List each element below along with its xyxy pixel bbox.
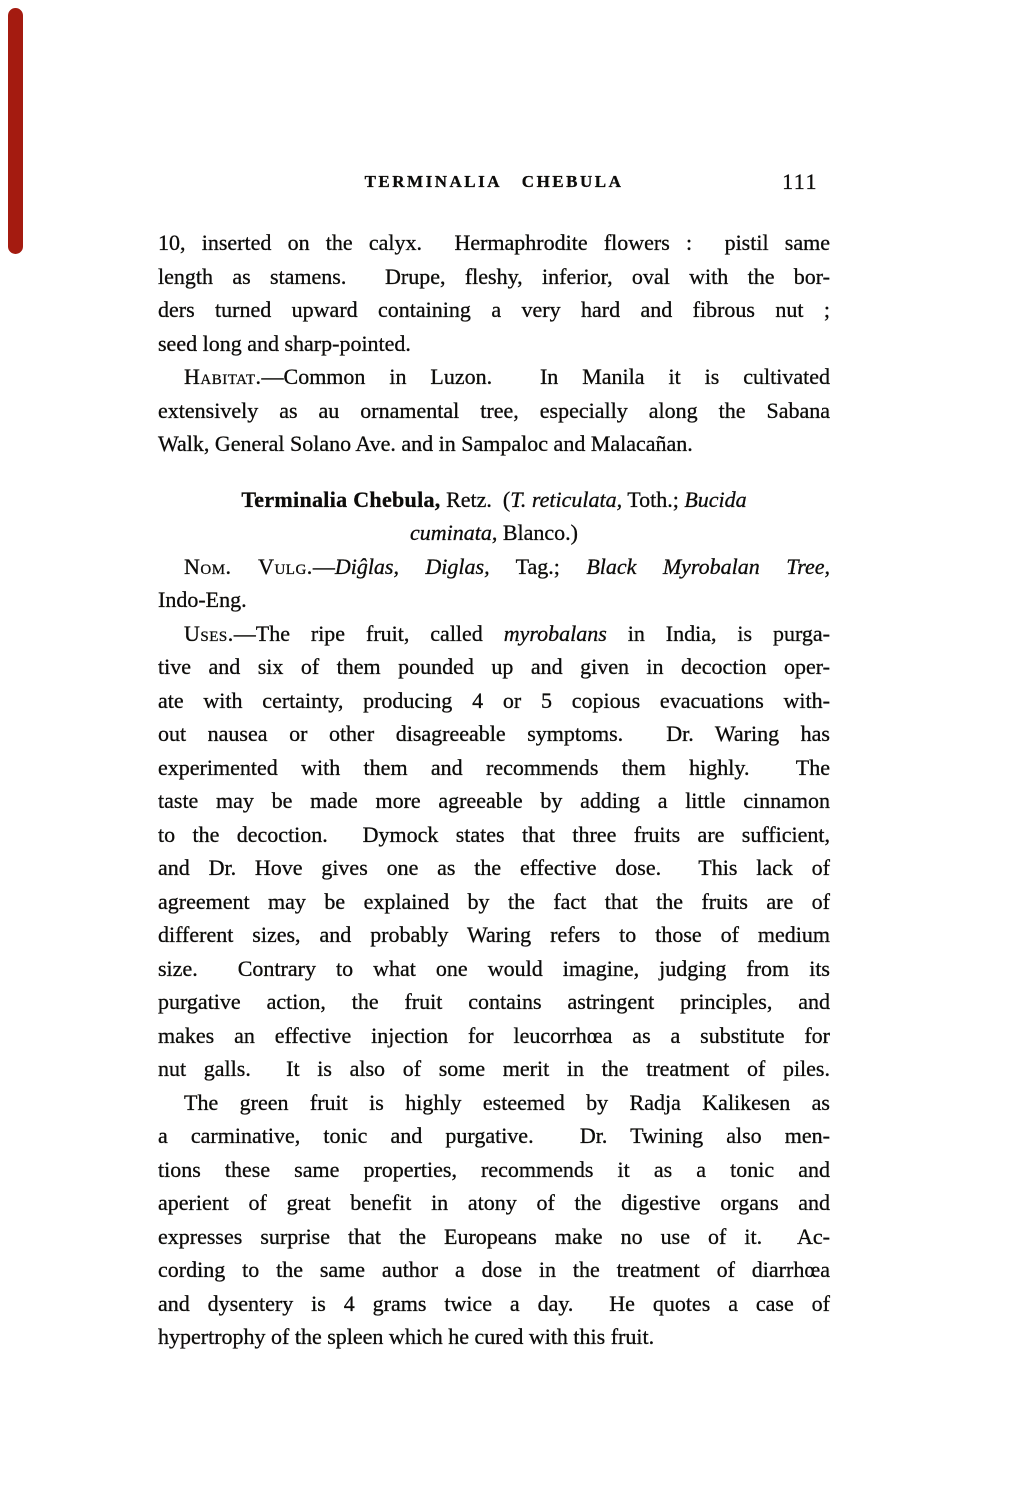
red-margin-mark — [8, 8, 23, 254]
text-line — [158, 1086, 830, 1120]
text-line — [158, 260, 830, 294]
text-line — [158, 360, 830, 394]
text-line — [158, 1220, 830, 1254]
paragraph — [158, 1086, 830, 1354]
text-segment: a carminative, tonic and purgative. Dr. Twining also men- — [158, 1123, 830, 1148]
text-segment: 10, inserted on the calyx. Hermaphrodite flowers : pistil same — [158, 230, 830, 255]
text-line — [158, 851, 830, 885]
text-segment-i: myrobalans — [503, 620, 607, 646]
text-line — [158, 483, 830, 517]
text-segment-i: Black Myrobalan Tree, — [586, 553, 830, 579]
text-line — [158, 226, 830, 260]
text-segment: taste may be made more agreeable by adding a little cinnamon — [158, 788, 830, 813]
text-line — [158, 1019, 830, 1053]
text-segment: different sizes, and probably Waring refers to those of medium — [158, 922, 830, 947]
text-line — [158, 717, 830, 751]
paragraph — [158, 483, 830, 550]
text-line — [158, 583, 830, 617]
text-segment-sc: Nom. Vulg. — [184, 553, 313, 579]
text-line — [158, 394, 830, 428]
text-segment-i: cuminata, — [409, 520, 498, 545]
text-segment: Retz. ( — [440, 486, 511, 512]
text-segment: ate with certainty, producing 4 or 5 copious evacuations with- — [158, 687, 830, 713]
text-line — [158, 1052, 830, 1086]
text-line — [158, 952, 830, 986]
text-segment: and Dr. Hove gives one as the effective dose. This lack of — [158, 855, 830, 880]
text-segment-sc: Uses. — [184, 620, 234, 646]
page-number: 111 — [782, 169, 818, 194]
text-segment: agreement may be explained by the fact that the fruits are of — [158, 888, 830, 914]
text-segment: length as stamens. Drupe, fleshy, inferior, oval with the bor- — [158, 263, 830, 289]
text-segment: size. Contrary to what one would imagine, judging from its — [158, 955, 830, 981]
text-segment: to the decoction. Dymock states that three fruits are sufficient, — [158, 821, 830, 847]
text-segment: Toth.; — [622, 486, 685, 512]
text-segment: out nausea or other disagreeable symptoms. Dr. Waring has — [158, 721, 830, 746]
text-segment-sc: Habitat. — [184, 364, 262, 389]
paragraph — [158, 550, 830, 617]
text-segment: cording to the same author a dose in the treatment of diarrhœa — [158, 1257, 830, 1282]
text-segment-b: Terminalia Chebula, — [241, 486, 441, 512]
text-line — [158, 985, 830, 1019]
text-segment: seed long and sharp-pointed. — [158, 330, 411, 356]
text-segment: makes an effective injection for leucorrhœa as a substitute for — [158, 1022, 830, 1048]
text-segment: ders turned upward containing a very hard and fibrous nut ; — [158, 297, 830, 322]
text-line — [158, 427, 830, 461]
paragraph — [158, 360, 830, 461]
text-segment: experimented with them and recommends them highly. The — [158, 754, 830, 780]
text-segment-i: Bucida — [684, 486, 747, 512]
text-segment: and dysentery is 4 grams twice a day. He quotes a case of — [158, 1290, 830, 1316]
page-body — [158, 226, 830, 1354]
text-line — [158, 1253, 830, 1287]
text-line — [158, 918, 830, 952]
page-content — [158, 169, 830, 1354]
text-segment: —The ripe fruit, called — [233, 620, 504, 646]
text-line — [158, 327, 830, 361]
text-line — [158, 684, 830, 718]
paragraph — [158, 226, 830, 360]
paragraph — [158, 617, 830, 1086]
text-line — [158, 1153, 830, 1187]
text-segment: purgative action, the fruit contains astringent principles, and — [158, 989, 830, 1014]
text-line — [158, 550, 830, 584]
text-line — [158, 784, 830, 818]
text-line — [158, 293, 830, 327]
text-segment: Tag.; — [489, 553, 587, 579]
running-title: TERMINALIA CHEBULA — [364, 172, 624, 191]
text-line — [158, 516, 830, 550]
text-line — [158, 751, 830, 785]
text-line — [158, 1186, 830, 1220]
page-header — [158, 169, 830, 198]
text-segment-i: Diĝlas, Diglas, — [334, 553, 490, 579]
text-segment: Walk, General Solano Ave. and in Sampaloc and Malacañan. — [158, 431, 693, 456]
text-line — [158, 885, 830, 919]
text-line — [158, 1119, 830, 1153]
text-segment: tive and six of them pounded up and given in decoction oper- — [158, 654, 830, 679]
text-segment: — — [312, 553, 335, 579]
text-segment: The green fruit is highly esteemed by Radja Kalikesen as — [184, 1089, 830, 1115]
text-line — [158, 617, 830, 651]
text-segment: Indo-Eng. — [158, 587, 247, 612]
text-line — [158, 1320, 830, 1354]
text-segment: extensively as au ornamental tree, especially along the Sabana — [158, 397, 830, 423]
text-segment: expresses surprise that the Europeans make no use of it. Ac- — [158, 1223, 830, 1249]
text-segment-i: T. reticulata, — [510, 486, 623, 512]
text-segment: Blanco.) — [497, 520, 579, 545]
text-segment: hypertrophy of the spleen which he cured with this fruit. — [158, 1324, 655, 1349]
text-segment: in India, is purga- — [606, 620, 830, 646]
text-segment: —Common in Luzon. In Manila it is cultivated — [261, 364, 830, 389]
text-line — [158, 818, 830, 852]
text-segment: nut galls. It is also of some merit in the treatment of piles. — [158, 1056, 830, 1081]
text-segment: aperient of great benefit in atony of the digestive organs and — [158, 1190, 830, 1215]
text-line — [158, 1287, 830, 1321]
text-segment: tions these same properties, recommends it as a tonic and — [158, 1156, 830, 1182]
text-line — [158, 650, 830, 684]
